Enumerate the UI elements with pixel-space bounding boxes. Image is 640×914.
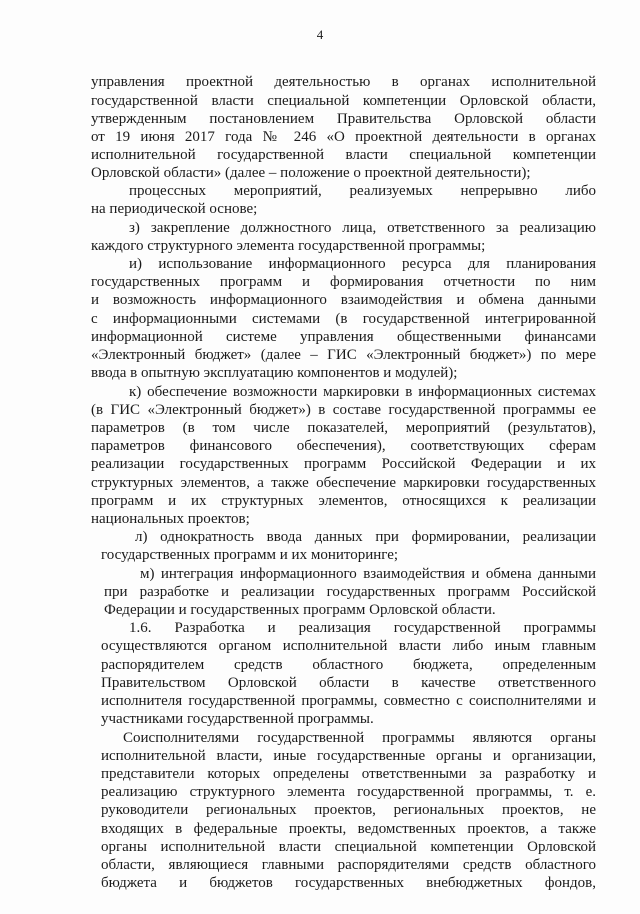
- text-line: исполнителя государственной программы, совместно с соисполнителями и: [101, 693, 596, 709]
- text-line: исполнительной государственной власти специальной компетенции: [91, 147, 596, 163]
- text-line: управления проектной деятельностью в органах исполнительной: [91, 74, 596, 90]
- text-line: (в ГИС «Электронный бюджет») в составе государственной программы ее: [91, 402, 596, 418]
- text-line: информационной системе управления общественными финансами: [91, 329, 596, 345]
- text-line: на периодической основе;: [91, 201, 258, 217]
- text-line: и) использование информационного ресурса для планирования: [129, 256, 596, 272]
- text-line: 1.6. Разработка и реализация государственной программы: [129, 620, 596, 636]
- text-line: реализацию структурного элемента государственной программы, т. е.: [101, 784, 596, 800]
- text-line: исполнительной власти, иные государственные органы и организации,: [101, 748, 596, 764]
- text-line: распорядителем средств областного бюджета, определенным: [101, 657, 596, 673]
- text-line: параметров (в том числе показателей, мероприятий (результатов),: [91, 420, 596, 436]
- text-line: структурных элементов, а также обеспечение маркировки государственных: [91, 475, 596, 491]
- text-line: входящих в федеральные проекты, ведомственных проектов, а также: [101, 821, 596, 837]
- text-line: «Электронный бюджет» (далее – ГИС «Электронный бюджет») по мере: [91, 347, 596, 363]
- text-line: национальных проектов;: [91, 511, 250, 527]
- text-line: Правительством Орловской области в качестве ответственного: [101, 675, 596, 691]
- text-line: с информационными системами (в государственной интегрированной: [91, 311, 596, 327]
- text-line: государственных программ и их мониторинге;: [101, 547, 399, 563]
- text-line: ввода в опытную эксплуатацию компонентов и модулей);: [91, 365, 458, 381]
- text-line: бюджета и бюджетов государственных внебюджетных фондов,: [101, 875, 596, 891]
- text-line: и возможность информационного взаимодействия и обмена данными: [91, 292, 596, 308]
- text-line: м) интеграция информационного взаимодействия и обмена данными: [140, 566, 596, 582]
- text-line: государственной власти специальной компетенции Орловской области,: [91, 93, 596, 109]
- text-line: з) закрепление должностного лица, ответственного за реализацию: [129, 220, 596, 236]
- text-line: реализации государственных программ Российской Федерации и их: [91, 456, 596, 472]
- text-line: процессных мероприятий, реализуемых непрерывно либо: [129, 183, 596, 199]
- text-line: л) однократность ввода данных при формировании, реализации: [135, 529, 596, 545]
- text-line: Федерации и государственных программ Орловской области.: [104, 602, 496, 618]
- text-line: программ и их структурных элементов, относящихся к реализации: [91, 493, 596, 509]
- text-line: руководители региональных проектов, региональных проектов, не: [101, 802, 596, 818]
- text-line: Орловской области» (далее – положение о проектной деятельности);: [91, 165, 531, 181]
- page-number: 4: [316, 27, 324, 42]
- text-line: осуществляются органом исполнительной власти либо иным главным: [101, 638, 596, 654]
- text-line: утвержденным постановлением Правительства Орловской области: [91, 111, 596, 127]
- text-line: к) обеспечение возможности маркировки в информационных системах: [129, 384, 596, 400]
- text-line: участниками государственной программы.: [101, 711, 374, 727]
- text-line: области, являющиеся главными распорядителями средств областного: [101, 857, 596, 873]
- text-line: каждого структурного элемента государственной программы;: [91, 238, 486, 254]
- text-line: при разработке и реализации государственных программ Российской: [104, 584, 596, 600]
- text-line: представители которых определены ответственными за разработку и: [101, 766, 596, 782]
- text-line: параметров финансового обеспечения), соответствующих сферам: [91, 438, 596, 454]
- text-line: государственных программ и формирования отчетности по ним: [91, 274, 596, 290]
- text-line: Соисполнителями государственной программы являются органы: [123, 730, 596, 746]
- text-line: органы исполнительной власти специальной компетенции Орловской: [101, 839, 596, 855]
- text-line: от 19 июня 2017 года № 246 «О проектной деятельности в органах: [91, 129, 596, 145]
